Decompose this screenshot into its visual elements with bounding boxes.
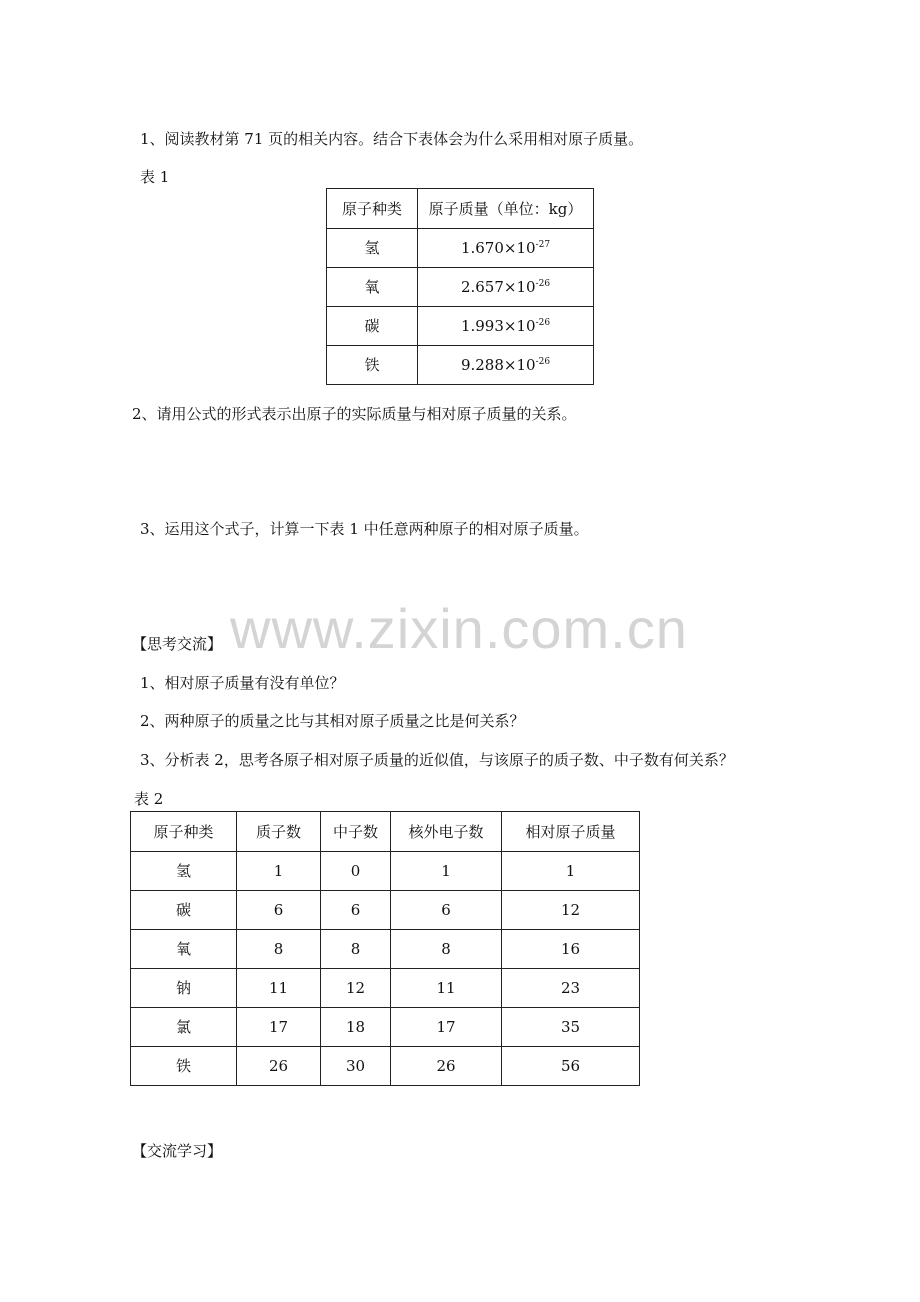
table1-cell-element: 氢	[327, 229, 418, 268]
table2-header-relative-mass: 相对原子质量	[502, 812, 640, 852]
table2-cell: 17	[237, 1008, 321, 1047]
question-2: 2、请用公式的形式表示出原子的实际质量与相对原子质量的关系。	[132, 405, 577, 423]
table2-cell: 0	[321, 852, 391, 891]
table1-cell-mass	[418, 229, 594, 268]
table2-cell: 12	[321, 969, 391, 1008]
table2-cell: 1	[502, 852, 640, 891]
table2-cell: 12	[502, 891, 640, 930]
table2-cell: 6	[321, 891, 391, 930]
table2-cell: 钠	[131, 969, 237, 1008]
table1-caption: 表 1	[140, 168, 170, 186]
table1-cell-mass	[418, 268, 594, 307]
table2-cell: 氯	[131, 1008, 237, 1047]
mass-exponent: -26	[535, 357, 551, 367]
table2-cell: 铁	[131, 1047, 237, 1086]
table1-header-element: 原子种类	[327, 189, 418, 229]
mass-exponent: -26	[535, 318, 551, 328]
table2-header-neutrons: 中子数	[321, 812, 391, 852]
think-item-3: 3、分析表 2，思考各原子相对原子质量的近似值，与该原子的质子数、中子数有何关系？	[140, 751, 734, 769]
mass-mantissa: 2.657×10	[460, 278, 536, 296]
mass-exponent: -27	[535, 240, 551, 250]
table2-cell: 碳	[131, 891, 237, 930]
table2-cell: 23	[502, 969, 640, 1008]
table2-cell: 17	[391, 1008, 502, 1047]
question-3: 3、运用这个式子，计算一下表 1 中任意两种原子的相对原子质量。	[140, 520, 589, 538]
table2-cell: 1	[237, 852, 321, 891]
table1	[326, 188, 594, 385]
table1-header-mass: 原子质量（单位：kg）	[418, 189, 594, 229]
table2-cell: 1	[391, 852, 502, 891]
table2-cell: 氧	[131, 930, 237, 969]
table2-cell: 11	[391, 969, 502, 1008]
mass-mantissa: 1.670×10	[460, 239, 536, 257]
table2-cell: 8	[321, 930, 391, 969]
question-1: 1、阅读教材第 71 页的相关内容。结合下表体会为什么采用相对原子质量。	[140, 130, 644, 148]
think-heading: 【思考交流】	[132, 635, 223, 653]
table2-cell: 11	[237, 969, 321, 1008]
table1-cell-element: 铁	[327, 346, 418, 385]
table2-caption: 表 2	[134, 790, 164, 808]
table1-cell-mass	[418, 346, 594, 385]
table2-cell: 26	[237, 1047, 321, 1086]
table2	[130, 811, 640, 1086]
table2-header-electrons: 核外电子数	[391, 812, 502, 852]
table1-cell-element: 氧	[327, 268, 418, 307]
table1-cell-element: 碳	[327, 307, 418, 346]
table2-header-protons: 质子数	[237, 812, 321, 852]
table2-cell: 6	[391, 891, 502, 930]
table2-cell: 56	[502, 1047, 640, 1086]
watermark: www.zixin.com.cn	[230, 597, 688, 660]
mass-exponent: -26	[535, 279, 551, 289]
exchange-heading: 【交流学习】	[132, 1142, 223, 1160]
think-item-2: 2、两种原子的质量之比与其相对原子质量之比是何关系？	[140, 712, 525, 730]
think-item-1: 1、相对原子质量有没有单位？	[140, 674, 345, 692]
table2-cell: 16	[502, 930, 640, 969]
table2-cell: 35	[502, 1008, 640, 1047]
table2-cell: 氢	[131, 852, 237, 891]
table1-cell-mass	[418, 307, 594, 346]
table2-cell: 30	[321, 1047, 391, 1086]
mass-mantissa: 9.288×10	[460, 356, 536, 374]
table2-cell: 18	[321, 1008, 391, 1047]
mass-mantissa: 1.993×10	[460, 317, 536, 335]
table2-cell: 6	[237, 891, 321, 930]
table2-cell: 26	[391, 1047, 502, 1086]
table2-header-element: 原子种类	[131, 812, 237, 852]
table2-cell: 8	[237, 930, 321, 969]
table2-cell: 8	[391, 930, 502, 969]
